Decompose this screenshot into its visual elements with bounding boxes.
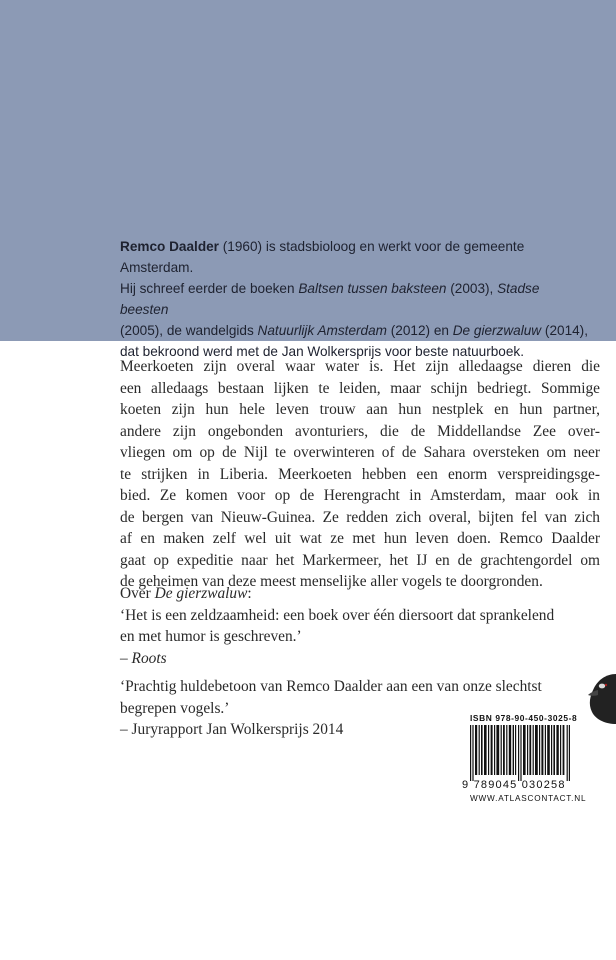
ean-digits: 9 789045 030258 xyxy=(462,779,566,791)
bio-line-1: Remco Daalder (1960) is stadsbioloog en werkt voor de gemeente Amsterdam. xyxy=(120,239,525,275)
quote-text: begrepen vogels.’ xyxy=(120,699,230,717)
quote-text: en met humor is geschreven.’ xyxy=(120,628,302,645)
blurb-line: de bergen van Nieuw-Guinea. Ze redden zich overal, bijten fel van zich xyxy=(120,508,600,526)
blurb-line: af en maken zelf wel uit wat ze met hun leven doen. Remco Daalder xyxy=(120,530,600,547)
book-title: De gierzwaluw xyxy=(452,323,542,338)
blurb-line: andere zijn ongebonden avonturiers, die de Middellandse Zee over- xyxy=(120,422,600,440)
barcode-icon xyxy=(470,725,570,781)
book-blurb xyxy=(120,356,600,593)
blurb-line: de geheimen van deze meest menselijke aller vogels te doorgronden. xyxy=(120,573,543,590)
author-bio xyxy=(120,236,590,362)
book-title: Natuurlijk Amsterdam xyxy=(257,323,387,338)
isbn-label: ISBN 978-90-450-3025-8 xyxy=(470,713,578,723)
blurb-line: Meerkoeten zijn overal waar water is. Het zijn alledaagse dieren die xyxy=(120,358,600,375)
book-title: Baltsen tussen baksteen xyxy=(298,281,447,296)
bio-line-2: Hij schreef eerder de boeken Baltsen tussen baksteen (2003), Stadse beesten xyxy=(120,281,540,317)
book-title: Stadse beesten xyxy=(120,281,540,317)
book-title: De gierzwaluw xyxy=(154,585,248,602)
blurb-line: een alledaags bestaan lijken te leiden, maar schijn bedriegt. Sommige xyxy=(120,379,600,397)
bio-line-3: (2005), de wandelgids Natuurlijk Amsterdam (2012) en De gierzwaluw (2014), xyxy=(120,323,588,338)
quote-text: ‘Het is een zeldzaamheid: een boek over één diersoort dat sprankelend xyxy=(120,606,555,624)
blurb-line: vliegen om op de Nijl te overwinteren of de Sahara oversteken om neer xyxy=(120,444,600,461)
coot-bird-icon xyxy=(588,666,616,726)
blurb-line: te strijken in Liberia. Meerkoeten hebben een enorm verspreidingsge- xyxy=(120,465,600,483)
quote-text: ‘Prachtig huldebetoon van Remco Daalder aan een van onze slechtst xyxy=(120,678,542,695)
quote-intro: Over De gierzwaluw: xyxy=(120,585,252,602)
author-name: Remco Daalder xyxy=(120,239,219,254)
blurb-line: bied. Ze komen voor op de Herengracht in Amsterdam, maar ook in xyxy=(120,487,600,504)
review-quote-gierzwaluw xyxy=(120,583,600,669)
quote-source: – Roots xyxy=(120,649,167,667)
bio-line-4: dat bekroond werd met de Jan Wolkersprijs voor beste natuurboek. xyxy=(120,344,525,359)
blurb-line: gaat op expeditie naar het Markermeer, het IJ en de grachtengordel om xyxy=(120,551,600,569)
quote-source: – Juryrapport Jan Wolkersprijs 2014 xyxy=(120,721,344,738)
publisher-website: WWW.ATLASCONTACT.NL xyxy=(470,794,587,803)
author-bio-panel xyxy=(0,0,616,359)
blurb-line: koeten zijn hun hele leven trouw aan hun nestplek en hun partner, xyxy=(120,401,600,418)
